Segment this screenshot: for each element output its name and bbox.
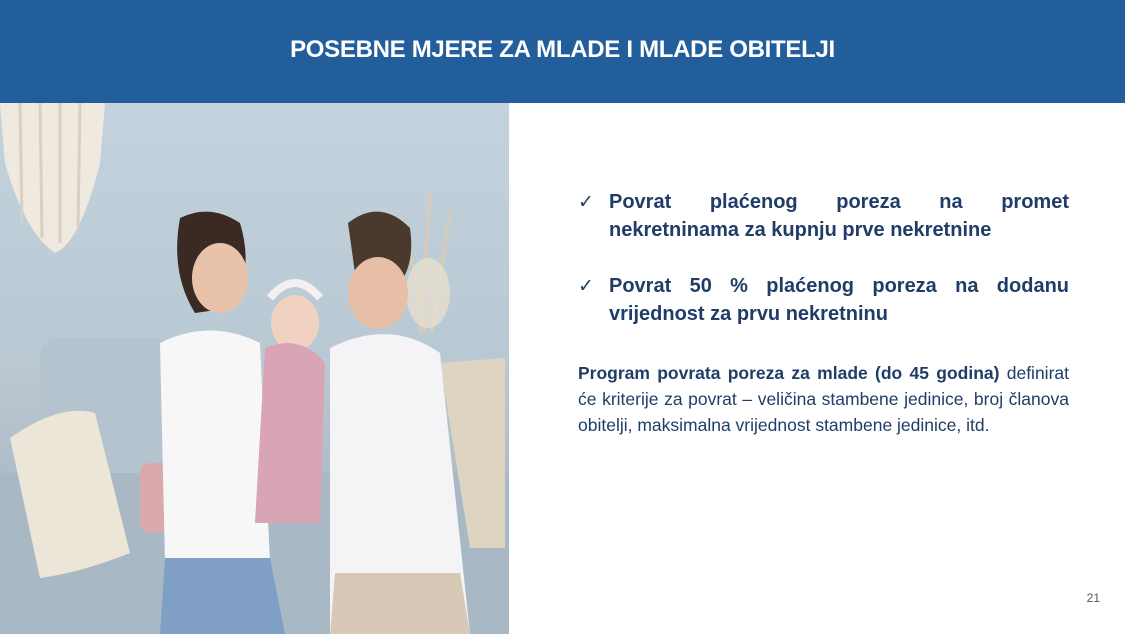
bullet-item [578, 188, 1069, 244]
program-note-bold: Program povrata poreza za mlade (do 45 godina) [578, 363, 1000, 383]
slide-header [0, 0, 1125, 103]
page-number: 21 [1086, 591, 1100, 605]
bullet-item [578, 272, 1069, 328]
slide-content [578, 188, 1069, 456]
program-note-text: definirat će kriterije za povrat – veličina stambene jedinice, broj članova obitelji, maksimalna vrijednost stambene jedinice, itd. [578, 363, 1069, 435]
slide-title: POSEBNE MJERE ZA MLADE I MLADE OBITELJI [290, 35, 835, 63]
bullet-text: Povrat plaćenog poreza na promet nekretninama za kupnju prve nekretnine [609, 191, 1069, 241]
bullet-list [578, 188, 1069, 328]
program-note [578, 360, 1069, 438]
checkmark-icon: ✓ [578, 191, 594, 213]
checkmark-icon: ✓ [578, 275, 594, 297]
bullet-text: Povrat 50 % plaćenog poreza na dodanu vrijednost za prvu nekretninu [609, 275, 1069, 325]
family-photo [0, 103, 509, 634]
